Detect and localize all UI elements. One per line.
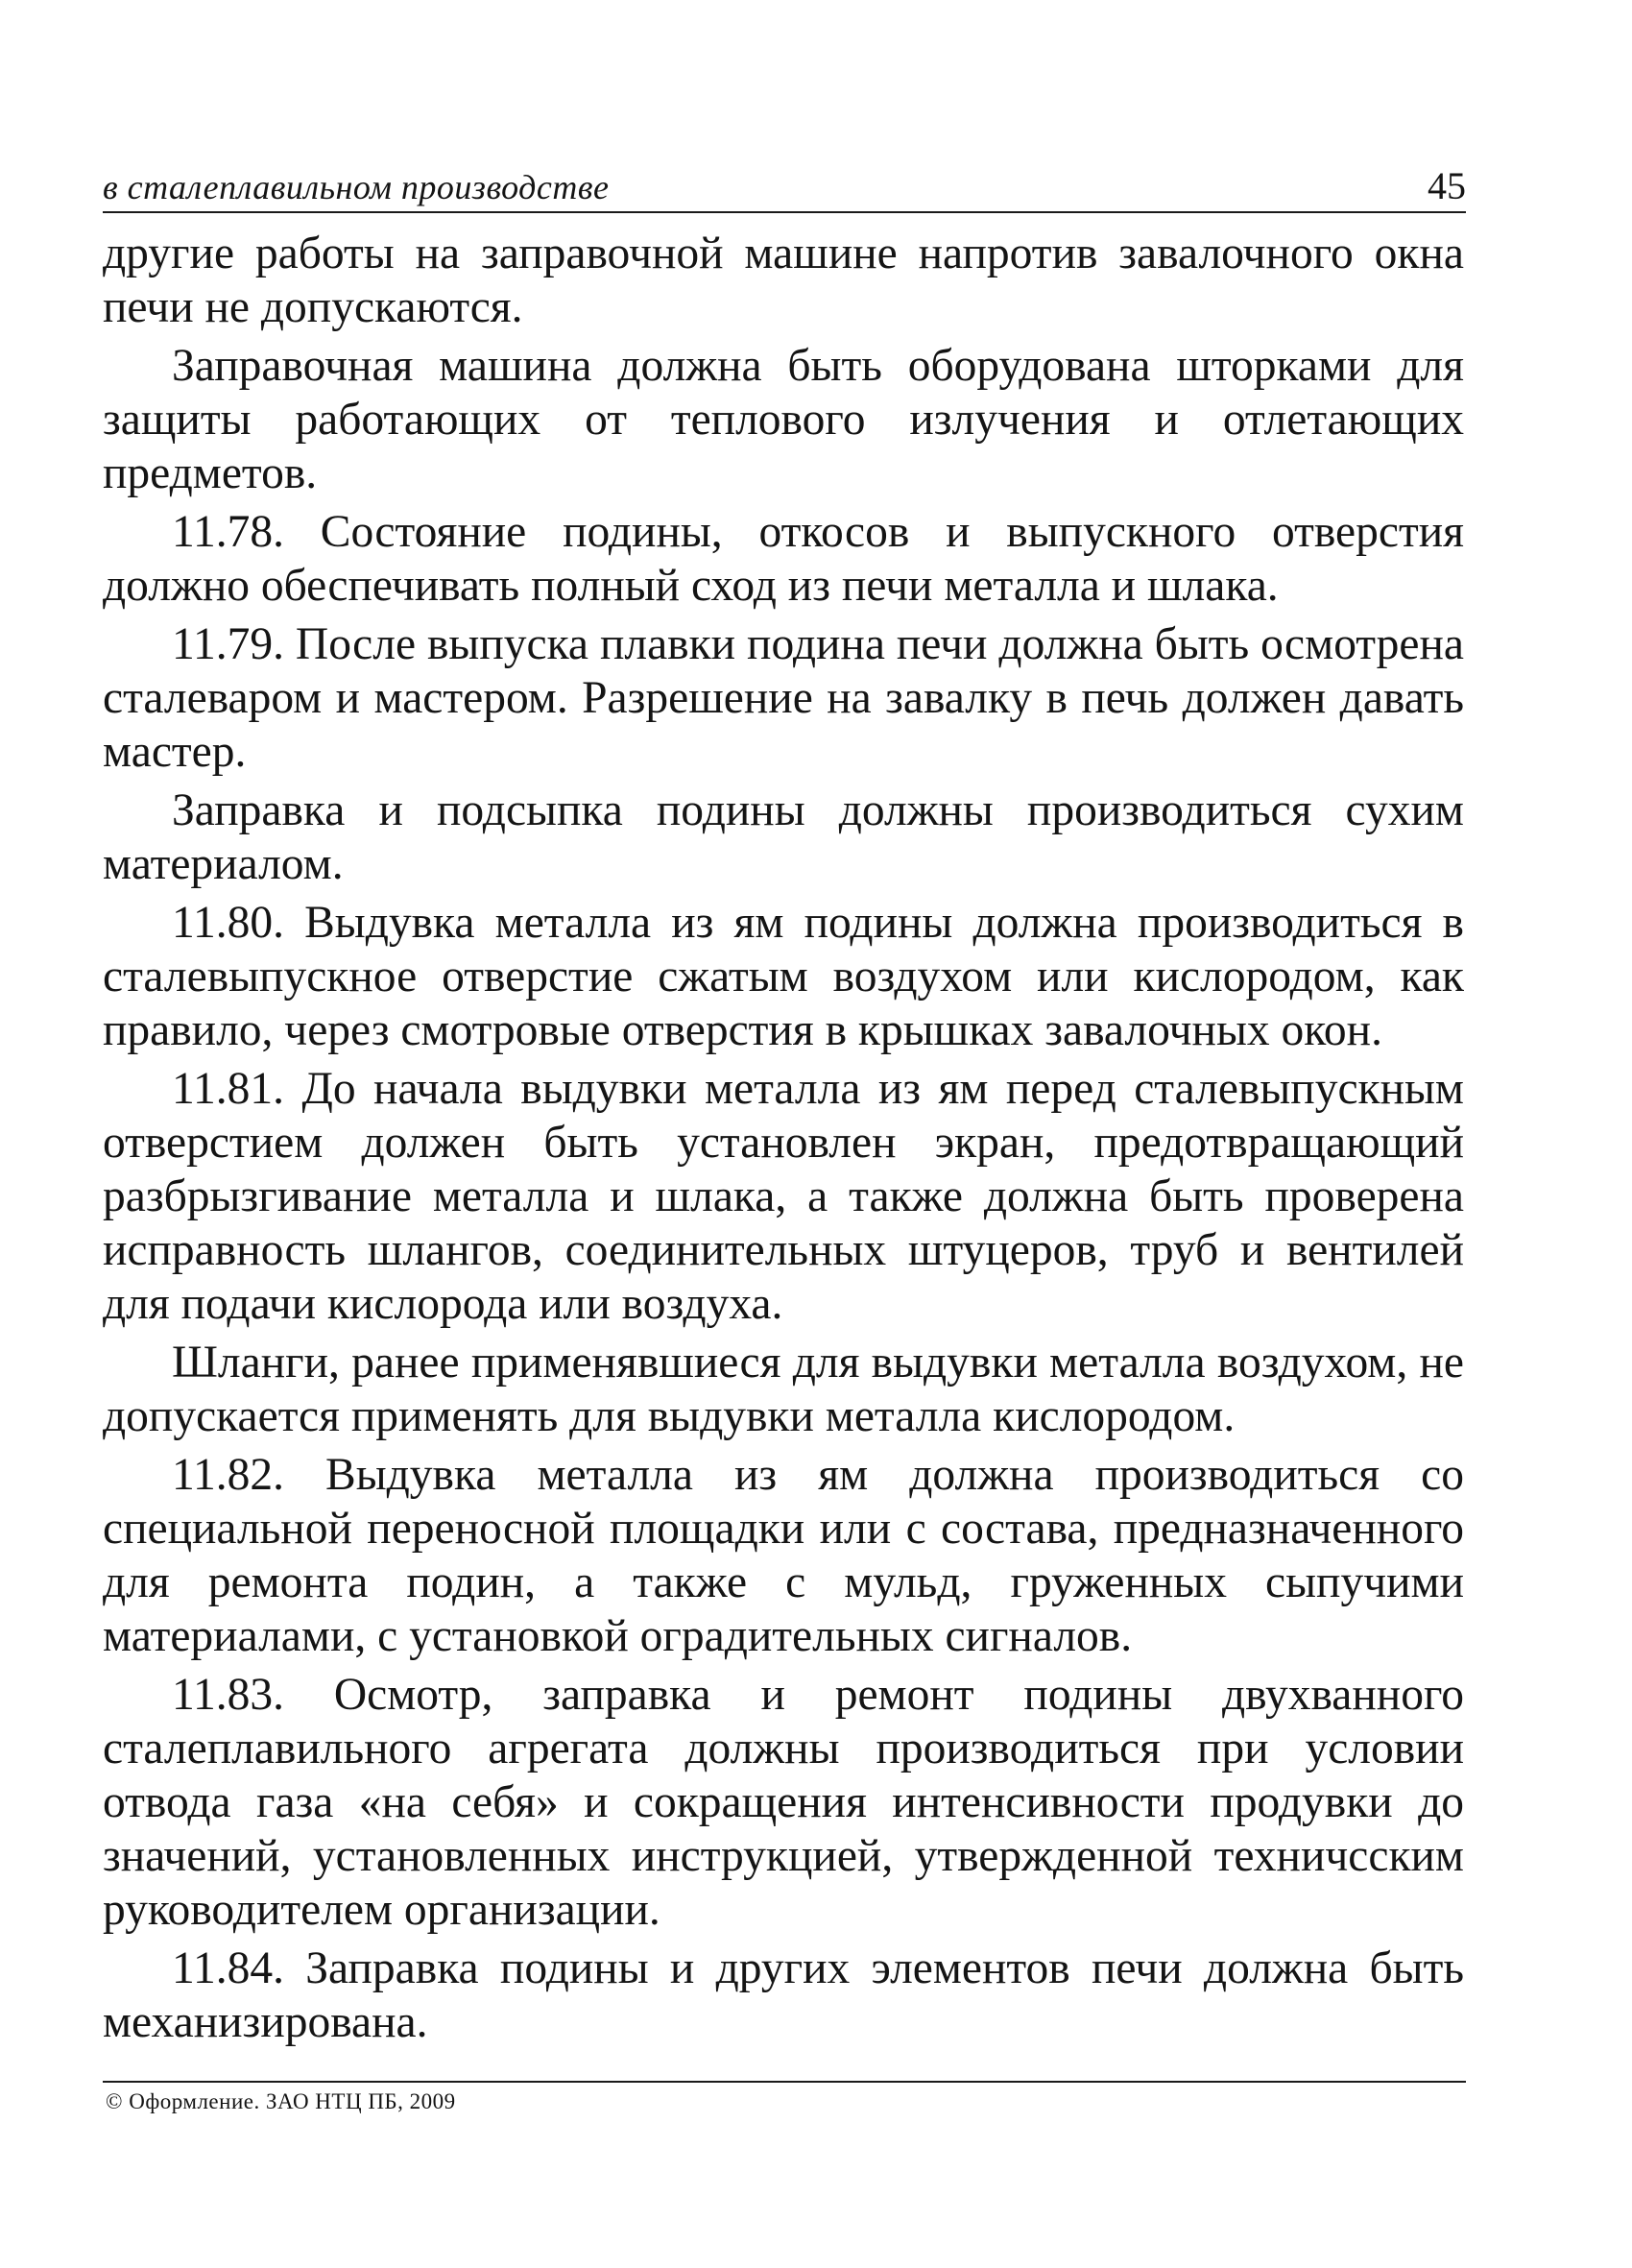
paragraph-11-80: 11.80. Выдувка металла из ям подины должна производиться в сталевыпускное отверстие сжатым воздухом или кислородом, как правило, через смотровые отверстия в крышках завалочных окон. [103,898,1464,1055]
paragraph-continued: другие работы на заправочной машине напротив завалочного окна печи не допускаются. [103,229,1464,332]
page-body [103,227,1464,2054]
footer-divider [103,2081,1466,2083]
copyright-notice: © Оформление. ЗАО НТЦ ПБ, 2009 [106,2089,456,2113]
paragraph-11-82: 11.82. Выдувка металла из ям должна производиться со специальной переносной площадки или с состава, предназначенного для ремонта подин, а также с мульд, груженных сыпучими материалами, с установкой оградительных сигналов. [103,1450,1464,1661]
paragraph-11-84: 11.84. Заправка подины и других элементов печи должна быть механизирована. [103,1943,1464,2047]
paragraph-11-78: 11.78. Состояние подины, откосов и выпускного отверстия должно обеспечивать полный сход из печи металла и шлака. [103,507,1464,611]
paragraph: Шланги, ранее применявшиеся для выдувки металла воздухом, не допускается применять для выдувки металла кислородом. [103,1338,1464,1441]
paragraph-11-83: 11.83. Осмотр, заправка и ремонт подины двухванного сталеплавильного агрегата должны производиться при условии отвода газа «на себя» и сокращения интенсивности продувки до значений, установленных инструкцией, утвержденной техничсским руководителем организации. [103,1670,1464,1935]
header-divider [103,211,1466,213]
paragraph: Заправочная машина должна быть оборудована шторками для защиты работающих от теплового излучения и отлетающих предметов. [103,341,1464,498]
paragraph-11-81: 11.81. До начала выдувки металла из ям перед сталевыпускным отверстием должен быть установлен экран, предотвращающий разбрызгивание металла и шлака, а также должна быть проверена исправность шлангов, соединительных штуцеров, труб и вентилей для подачи кислорода или воздуха. [103,1064,1464,1329]
paragraph: Заправка и подсыпка подины должны производиться сухим материалом. [103,785,1464,889]
paragraph-11-79: 11.79. После выпуска плавки подина печи должна быть осмотрена сталеваром и мастером. Разрешение на завалку в печь должен давать мастер. [103,619,1464,777]
page-number: 45 [1428,164,1466,207]
running-title: в сталеплавильном производстве [103,168,610,206]
page-header [103,161,1466,211]
